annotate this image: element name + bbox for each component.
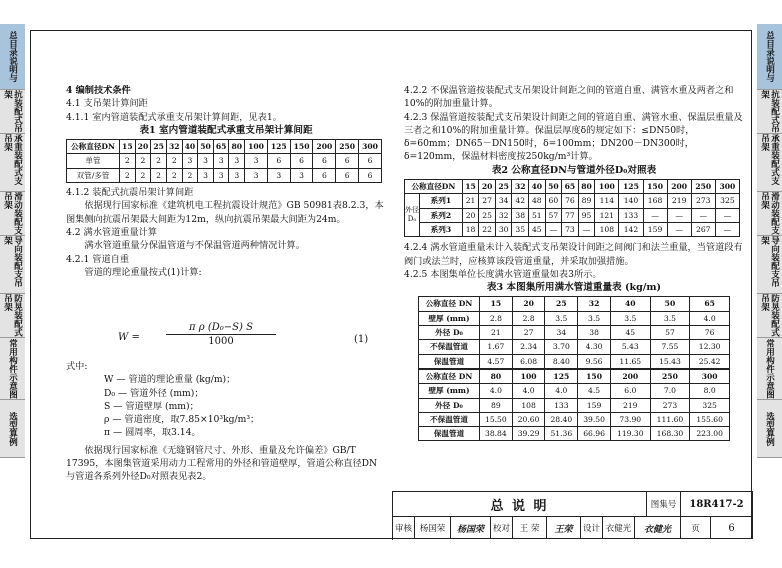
right-tab-label: 防晃装配式吊架 xyxy=(759,294,780,337)
table-header-cell: 公称直径DN xyxy=(67,140,120,154)
table-row xyxy=(419,369,730,384)
table-cell: 3 xyxy=(182,154,198,168)
table-cell: 3 xyxy=(198,154,214,168)
formula-definitions xyxy=(66,360,386,484)
left-tab-label: 防晃装配式吊架 xyxy=(2,294,23,337)
table-cell: 108 xyxy=(595,222,619,236)
definition-item: S — 管道壁厚 (mm)； xyxy=(104,400,199,412)
design-label: 设计 xyxy=(581,517,603,539)
table-cell: — xyxy=(715,208,739,222)
left-tab-1[interactable] xyxy=(0,24,25,90)
table-row xyxy=(405,194,740,208)
table-cell: 39.29 xyxy=(512,427,545,441)
table-cell: 2 xyxy=(120,154,136,168)
reviewer-signature: 杨国荣 xyxy=(451,517,491,539)
table-cell: — xyxy=(691,208,715,222)
table-row xyxy=(67,168,382,182)
left-tab-label: 选型算例 xyxy=(7,411,18,446)
table-cell: 6 xyxy=(313,154,336,168)
table-row xyxy=(405,208,740,222)
table-cell: 8.40 xyxy=(545,354,578,369)
table-cell: 25 xyxy=(545,297,578,311)
table-cell: 35 xyxy=(512,222,529,236)
table-cell: 39.50 xyxy=(578,412,611,426)
table-cell: 3.5 xyxy=(578,311,611,325)
table-cell: 20 xyxy=(512,297,545,311)
left-tab-3[interactable] xyxy=(0,134,25,192)
table-header-cell: 125 xyxy=(267,140,290,154)
designer-signature: 衣健光 xyxy=(635,517,681,539)
section-4-2-4: 4.2.4 满水管道重量未计入装配式支吊架设计间距之间阀门和法兰重量，当管道段有阀门或法兰时，应核算该段管道重量，并采取加强措施。 xyxy=(404,242,743,267)
table-cell: 48 xyxy=(529,194,546,208)
table-cell: 6.0 xyxy=(610,384,650,398)
table-3 xyxy=(418,296,730,441)
table-cell: 77 xyxy=(562,208,579,222)
table-header-cell: 32 xyxy=(512,180,529,194)
right-tab-label: 承重装配式支吊架 xyxy=(759,134,780,185)
table-header-cell: 150 xyxy=(290,140,313,154)
table-header-cell: 32 xyxy=(166,140,182,154)
right-tab-8[interactable] xyxy=(757,400,782,458)
table-header-cell: 15 xyxy=(120,140,136,154)
table-row xyxy=(67,140,382,154)
table-cell: 27 xyxy=(512,326,545,340)
table-cell: 22 xyxy=(479,222,496,236)
table-cell: 20 xyxy=(462,208,479,222)
table-header-cell: 250 xyxy=(691,180,715,194)
table-1 xyxy=(66,139,382,183)
table-cell: 4.0 xyxy=(512,384,545,398)
table-header-cell: 100 xyxy=(245,140,268,154)
table-cell: 51.36 xyxy=(545,427,578,441)
designer-name: 衣健光 xyxy=(603,517,635,539)
table-cell: 7.0 xyxy=(650,384,690,398)
left-tab-5[interactable] xyxy=(0,236,25,294)
table-cell: 3.5 xyxy=(610,311,650,325)
table-cell: 3 xyxy=(213,154,229,168)
table-cell: 25.42 xyxy=(690,354,730,369)
definition-item: W — 管道的理论重量 (kg/m)； xyxy=(104,374,236,386)
table-cell: 32 xyxy=(495,208,512,222)
table-row xyxy=(419,427,730,441)
table-cell: 150 xyxy=(578,369,611,384)
table-cell: 45 xyxy=(610,326,650,340)
table-cell: 3 xyxy=(245,154,268,168)
table-header-cell: 50 xyxy=(545,180,562,194)
right-tab-2[interactable] xyxy=(757,90,782,134)
table-cell: 200 xyxy=(610,369,650,384)
table-header-cell: 65 xyxy=(213,140,229,154)
formula-number: (1) xyxy=(354,334,369,345)
table-cell: — xyxy=(667,208,691,222)
table-header-cell: 200 xyxy=(313,140,336,154)
right-tab-3[interactable] xyxy=(757,134,782,192)
table-cell: 140 xyxy=(619,194,643,208)
table-cell: 6 xyxy=(267,154,290,168)
right-tab-5[interactable] xyxy=(757,236,782,294)
table-cell: 4.0 xyxy=(480,384,513,398)
table-cell: 76 xyxy=(690,326,730,340)
section-4-1-1: 4.1.1 室内管道装配式承重支吊架计算间距，见表1。 xyxy=(66,111,282,123)
formula-fraction xyxy=(166,322,276,347)
table-cell: 4.57 xyxy=(480,354,513,369)
right-tab-4[interactable] xyxy=(757,192,782,236)
table-header-cell: 100 xyxy=(595,180,619,194)
table-cell: 系列3 xyxy=(420,222,463,236)
table-cell: — xyxy=(667,222,691,236)
table-cell: 121 xyxy=(595,208,619,222)
section-4-1-2-text: 依据现行国家标准《建筑机电工程抗震设计规范》GB 50981表8.2.3，本图集侧向抗震吊架最大间距为12m，纵向抗震吊架最大间距为24m。 xyxy=(66,200,384,225)
right-tab-7[interactable] xyxy=(757,338,782,400)
drawing-title: 总 说 明 xyxy=(393,492,647,516)
left-tab-8[interactable] xyxy=(0,400,25,458)
table-cell: 38.84 xyxy=(480,427,513,441)
table-cell: 11.65 xyxy=(610,354,650,369)
table-cell: 21 xyxy=(462,194,479,208)
section-4-2-1-text: 管道的理论重量按式(1)计算: xyxy=(84,266,202,278)
left-tab-label: 导向装配支吊架 xyxy=(2,236,23,287)
table-cell: 168 xyxy=(643,194,667,208)
definition-item: π — 圆周率，取3.14。 xyxy=(104,427,201,439)
table-header-cell: 200 xyxy=(667,180,691,194)
table-cell: 系列2 xyxy=(420,208,463,222)
table-row-header: 外径 D₀ xyxy=(419,326,480,340)
table-cell: 34 xyxy=(495,194,512,208)
right-tab-6[interactable] xyxy=(757,294,782,338)
table-cell: — xyxy=(545,222,562,236)
formula-numerator: π ρ (D₀−S) S xyxy=(166,322,276,335)
table-header-cell: 25 xyxy=(151,140,167,154)
table-cell: 6.08 xyxy=(512,354,545,369)
table-cell: 21 xyxy=(480,326,513,340)
table-row-header: 外径 D₀ xyxy=(419,398,480,412)
definition-list xyxy=(104,373,386,439)
table-cell: 250 xyxy=(650,369,690,384)
page-number: 6 xyxy=(711,517,753,539)
table-cell: 45 xyxy=(529,222,546,236)
table-cell: 3.70 xyxy=(545,340,578,354)
table-row xyxy=(419,412,730,426)
table-cell: 219 xyxy=(610,398,650,412)
reviewer-name: 杨国荣 xyxy=(415,517,451,539)
atlas-no-label: 图集号 xyxy=(647,492,681,516)
table-cell: 50 xyxy=(650,297,690,311)
table-cell: 57 xyxy=(650,326,690,340)
table-cell: 18 xyxy=(462,222,479,236)
table-row xyxy=(405,222,740,236)
table-cell: 3 xyxy=(267,168,290,182)
table-cell: 3 xyxy=(229,154,245,168)
table-row xyxy=(419,297,730,311)
table-cell: 89 xyxy=(480,398,513,412)
table-cell: 273 xyxy=(691,194,715,208)
definition-item: D₀ — 管道外径 (mm)； xyxy=(104,387,204,399)
table-cell: — xyxy=(643,208,667,222)
table-cell: 1.67 xyxy=(480,340,513,354)
right-tab-label: 选型算例 xyxy=(764,411,775,446)
table-row xyxy=(419,340,730,354)
table-row xyxy=(67,154,382,168)
table-row xyxy=(419,326,730,340)
table-cell: 114 xyxy=(595,194,619,208)
right-tab-label: 导向装配支吊架 xyxy=(759,236,780,287)
table-cell: 168.30 xyxy=(650,427,690,441)
table-cell: 125 xyxy=(545,369,578,384)
left-tab-label: 抗装配式吊架 xyxy=(2,90,23,133)
atlas-number: 18R417-2 xyxy=(681,492,753,516)
table-header-cell: 150 xyxy=(643,180,667,194)
table-row xyxy=(419,398,730,412)
table-cell: 9.56 xyxy=(578,354,611,369)
table-header-cell: 125 xyxy=(619,180,643,194)
checker-signature: 王荣 xyxy=(547,517,581,539)
table-cell: 100 xyxy=(512,369,545,384)
table-cell: 2 xyxy=(135,154,151,168)
page-label: 页 xyxy=(681,517,711,539)
table-header-cell: 65 xyxy=(562,180,579,194)
table-cell: 159 xyxy=(578,398,611,412)
left-tab-2[interactable] xyxy=(0,90,25,134)
table-1-title: 表1 室内管道装配式承重支吊架计算间距 xyxy=(139,124,313,136)
table-cell: 159 xyxy=(643,222,667,236)
table-row xyxy=(419,384,730,398)
table-cell: 133 xyxy=(619,208,643,222)
table-cell: 3.5 xyxy=(650,311,690,325)
pipe-standard-text: 依据现行国家标准《无缝钢管尺寸、外形、重量及允许偏差》GB/T 17395，本图集管道采用动力工程常用的外径和管道壁厚，管道公称直径DN与管道各系列外径D₀对照表见表2。 xyxy=(66,444,378,483)
table-cell: 273 xyxy=(650,398,690,412)
table-header-cell: 15 xyxy=(462,180,479,194)
table-cell: 2 xyxy=(120,168,136,182)
table-cell: 223.00 xyxy=(690,427,730,441)
table-cell: 111.60 xyxy=(650,412,690,426)
table-cell: 73.90 xyxy=(610,412,650,426)
table-cell: 65 xyxy=(690,297,730,311)
table-cell: 20.60 xyxy=(512,412,545,426)
left-tab-label: 总目录说明与 xyxy=(7,31,18,82)
table-cell: 60 xyxy=(545,194,562,208)
table-cell: 4.0 xyxy=(545,384,578,398)
review-label: 审核 xyxy=(393,517,415,539)
table-cell: 2 xyxy=(151,168,167,182)
table-header-cell: 40 xyxy=(529,180,546,194)
table-side-label: 外径D₀ xyxy=(405,194,420,237)
section-4-2-1: 4.2.1 管道自重 xyxy=(66,253,130,265)
table-cell: 12.30 xyxy=(690,340,730,354)
section-4-2-2: 4.2.2 不保温管道按装配式支吊架设计间距之间的管道自重、满管水重及两者之和10%的附加重量计算。 xyxy=(404,85,734,110)
table-header-cell: 300 xyxy=(715,180,739,194)
right-tab-label: 抗装配式吊架 xyxy=(759,90,780,133)
table-cell: 3 xyxy=(213,168,229,182)
left-column xyxy=(66,84,386,279)
table-cell: 4.30 xyxy=(578,340,611,354)
table-cell: 4.0 xyxy=(690,311,730,325)
section-4-2-text: 满水管道重量分保温管道与不保温管道两种情况计算。 xyxy=(84,240,305,252)
table-cell: 3 xyxy=(245,168,268,182)
table-cell: 6 xyxy=(359,154,382,168)
table-cell: 2.8 xyxy=(512,311,545,325)
table-cell: 32 xyxy=(578,297,611,311)
table-cell: 15 xyxy=(480,297,513,311)
table-cell: 42 xyxy=(512,194,529,208)
formula-denominator: 1000 xyxy=(208,336,234,347)
left-tab-7[interactable] xyxy=(0,338,25,400)
table-cell: 6 xyxy=(336,154,359,168)
table-cell: 6 xyxy=(313,168,336,182)
right-tab-label: 滑动装配支吊架 xyxy=(759,192,780,235)
table-cell: 3.5 xyxy=(545,311,578,325)
table-cell: 2 xyxy=(135,168,151,182)
formula-lhs: W = xyxy=(118,332,140,343)
table-cell: 89 xyxy=(578,194,595,208)
left-tab-label: 承重装配式支吊架 xyxy=(2,134,23,185)
table-header-cell: 25 xyxy=(495,180,512,194)
table-cell: 2.8 xyxy=(480,311,513,325)
section-4-heading: 4 编制技术条件 xyxy=(66,85,131,96)
table-row-header: 保温管道 xyxy=(419,354,480,369)
table-cell: 系列1 xyxy=(420,194,463,208)
table-cell: — xyxy=(578,222,595,236)
table-cell: 6 xyxy=(336,168,359,182)
right-tab-1[interactable] xyxy=(757,24,782,90)
table-cell: 15.50 xyxy=(480,412,513,426)
table-cell: 3 xyxy=(198,168,214,182)
table-cell: 4.5 xyxy=(578,384,611,398)
table-row-header: 公称直径 DN xyxy=(419,297,480,311)
table-cell: 80 xyxy=(480,369,513,384)
table-cell: 28.40 xyxy=(545,412,578,426)
table-cell: 119.30 xyxy=(610,427,650,441)
table-cell: — xyxy=(715,222,739,236)
section-4-2-3: 4.2.3 保温管道按装配式支吊架设计间距之间的管道自重、满管水重、保温层重量及三者之和10%的附加重量计算。保温层厚度δ的规定如下：≤DN50时，δ=60mm；DN65－DN150时，δ=100mm；DN200－DN300时，δ=120mm，保温材料密度按250kg/m³计算。 xyxy=(404,111,743,163)
table-cell: 95 xyxy=(578,208,595,222)
table-cell: 155.60 xyxy=(690,412,730,426)
check-label: 校对 xyxy=(491,517,513,539)
table-2-title: 表2 公称直径DN与管道外径D₀对照表 xyxy=(491,164,657,176)
table-cell: 6 xyxy=(359,168,382,182)
table-cell: 73 xyxy=(562,222,579,236)
table-row-header: 壁厚 (mm) xyxy=(419,311,480,325)
table-row-header: 不保温管道 xyxy=(419,412,480,426)
table-row xyxy=(419,311,730,325)
table-cell: 5.43 xyxy=(610,340,650,354)
table-cell: 325 xyxy=(715,194,739,208)
table-cell: 133 xyxy=(545,398,578,412)
title-block xyxy=(392,491,753,540)
left-tab-6[interactable] xyxy=(0,294,25,338)
table-header-cell: 20 xyxy=(135,140,151,154)
table-cell: 3 xyxy=(290,168,313,182)
table-3-title: 表3 本图集所用满水管道重量表 (kg/m) xyxy=(486,282,662,294)
table-cell: 38 xyxy=(512,208,529,222)
table-cell: 双管/多管 xyxy=(67,168,120,182)
table-cell: 2 xyxy=(166,168,182,182)
table-cell: 38 xyxy=(578,326,611,340)
section-4-1-heading: 4.1 支吊架计算间距 xyxy=(66,98,148,110)
table-cell: 2.34 xyxy=(512,340,545,354)
section-4-2-5: 4.2.5 本图集单位长度满水管道重量如表3所示。 xyxy=(404,268,602,280)
table-cell: 6 xyxy=(290,154,313,168)
right-tab-label: 总目录说明与 xyxy=(764,31,775,82)
table-cell: 142 xyxy=(619,222,643,236)
table-cell: 7.55 xyxy=(650,340,690,354)
checker-name: 王 荣 xyxy=(513,517,547,539)
definition-item: ρ — 管道密度，取7.85×10³kg/m³； xyxy=(104,414,260,426)
table-cell: 57 xyxy=(545,208,562,222)
table-cell: 76 xyxy=(562,194,579,208)
table-row-header: 壁厚 (mm) xyxy=(419,384,480,398)
table-2 xyxy=(404,179,740,237)
table-row-header: 不保温管道 xyxy=(419,340,480,354)
where-label: 式中: xyxy=(66,361,88,372)
table-cell: 267 xyxy=(691,222,715,236)
table-cell: 2 xyxy=(182,168,198,182)
table-cell: 2 xyxy=(166,154,182,168)
table-header-cell: 50 xyxy=(198,140,214,154)
table-row xyxy=(419,354,730,369)
left-tab-label: 常用构件示意图 xyxy=(7,338,18,399)
table-cell: 27 xyxy=(479,194,496,208)
table-cell: 单管 xyxy=(67,154,120,168)
table-cell: 30 xyxy=(495,222,512,236)
table-cell: 15.43 xyxy=(650,354,690,369)
weight-formula xyxy=(118,322,358,360)
table-cell: 300 xyxy=(690,369,730,384)
table-header-cell: 250 xyxy=(336,140,359,154)
table-cell: 219 xyxy=(667,194,691,208)
table-header-cell: 20 xyxy=(479,180,496,194)
table-header-cell: 40 xyxy=(182,140,198,154)
table-header-cell: 公称直径DN xyxy=(405,180,463,194)
right-tab-label: 常用构件示意图 xyxy=(764,338,775,399)
table-row-header: 保温管道 xyxy=(419,427,480,441)
table-header-cell: 300 xyxy=(359,140,382,154)
table-header-cell: 80 xyxy=(578,180,595,194)
table-cell: 8.0 xyxy=(690,384,730,398)
table-cell: 325 xyxy=(690,398,730,412)
table-row xyxy=(405,180,740,194)
right-column xyxy=(404,84,744,441)
section-4-2-heading: 4.2 满水管道重量计算 xyxy=(66,226,158,238)
table-cell: 3 xyxy=(229,168,245,182)
table-row-header: 公称直径 DN xyxy=(419,369,480,384)
table-cell: 108 xyxy=(512,398,545,412)
table-cell: 51 xyxy=(529,208,546,222)
table-cell: 40 xyxy=(610,297,650,311)
table-header-cell: 80 xyxy=(229,140,245,154)
table-cell: 25 xyxy=(479,208,496,222)
left-tab-label: 滑动装配支吊架 xyxy=(2,192,23,235)
table-cell: 2 xyxy=(151,154,167,168)
left-tab-4[interactable] xyxy=(0,192,25,236)
section-4-1-2: 4.1.2 装配式抗震吊架计算间距 xyxy=(66,187,194,199)
table-cell: 34 xyxy=(545,326,578,340)
table-cell: 66.96 xyxy=(578,427,611,441)
